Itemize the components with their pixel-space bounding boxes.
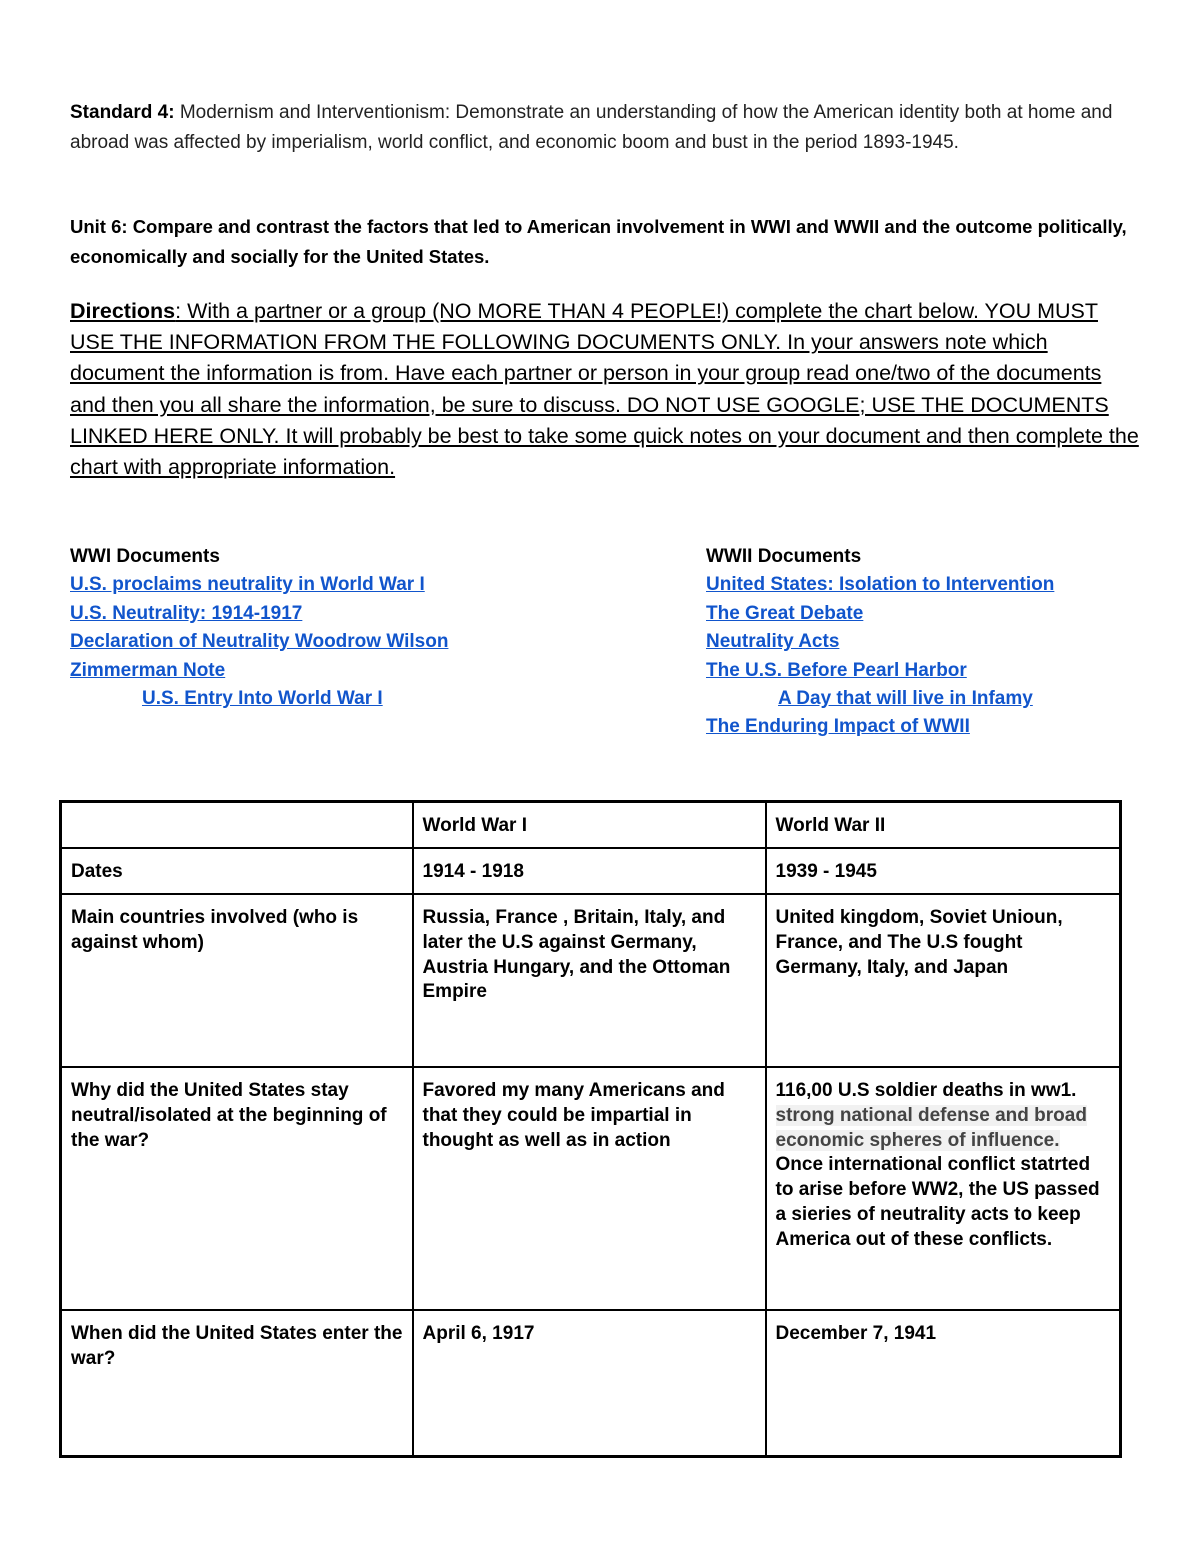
directions-paragraph xyxy=(70,296,1140,483)
row-label: Why did the United States stay neutral/isolated at the beginning of the war? xyxy=(61,1067,413,1310)
table-header-cell xyxy=(61,802,413,849)
wwii-documents-list xyxy=(706,543,1054,742)
ww2-cell: 1939 - 1945 xyxy=(766,848,1121,894)
row-label: Dates xyxy=(61,848,413,894)
wwi-doc-link[interactable]: Declaration of Neutrality Woodrow Wilson xyxy=(70,631,449,653)
row-label: Main countries involved (who is against whom) xyxy=(61,894,413,1067)
ww2-text: 116,00 U.S soldier deaths in ww1. xyxy=(775,1080,1077,1101)
wwii-doc-link[interactable]: A Day that will live in Infamy xyxy=(778,688,1033,710)
wwii-doc-link[interactable]: Neutrality Acts xyxy=(706,631,840,653)
table-header-cell: World War I xyxy=(413,802,766,849)
standard-paragraph xyxy=(70,98,1130,157)
ww2-cell: United kingdom, Soviet Unioun, France, and The U.S fought Germany, Italy, and Japan xyxy=(766,894,1121,1067)
wwi-doc-link[interactable]: U.S. Neutrality: 1914-1917 xyxy=(70,602,303,624)
ww2-text: Once international conflict statrted to arise before WW2, the US passed a sieries of neutrality acts to keep America out of these conflicts. xyxy=(775,1154,1100,1250)
ww2-cell: December 7, 1941 xyxy=(766,1310,1121,1457)
wwii-documents-heading: WWII Documents xyxy=(706,546,862,567)
ww1-cell: Russia, France , Britain, Italy, and later the U.S against Germany, Austria Hungary, and the Ottoman Empire xyxy=(413,894,766,1067)
wwii-doc-link[interactable]: The Enduring Impact of WWII xyxy=(706,716,970,738)
ww2-cell xyxy=(766,1067,1121,1310)
wwi-documents-heading: WWI Documents xyxy=(70,546,220,567)
standard-label: Standard 4: xyxy=(70,102,175,123)
table-row xyxy=(61,1310,1121,1457)
wwii-doc-link[interactable]: The U.S. Before Pearl Harbor xyxy=(706,659,967,681)
directions-text: : With a partner or a group (NO MORE THAN 4 PEOPLE!) complete the chart below. YOU MUST USE THE INFORMATION FROM THE FOLLOWING DOCUMENTS ONLY. In your answers note which document the information is from. Have each partner or person in your group read one/two of the documents and then you all share the information, be sure to discuss. DO NOT USE GOOGLE; USE THE DOCUMENTS LINKED HERE ONLY. It will probably be best to take some quick notes on your document and then complete the chart with appropriate information. xyxy=(70,299,1139,480)
table-row xyxy=(61,848,1121,894)
standard-text: Modernism and Interventionism: Demonstrate an understanding of how the American identity both at home and abroad was affected by imperialism, world conflict, and economic boom and bust in the period 1893-1945. xyxy=(70,102,1113,153)
wwii-doc-link[interactable]: The Great Debate xyxy=(706,602,864,624)
table-header-row xyxy=(61,802,1121,849)
comparison-table xyxy=(59,800,1122,1458)
ww1-cell: Favored my many Americans and that they could be impartial in thought as well as in action xyxy=(413,1067,766,1310)
highlighted-text: strong national defense and broad economic spheres of influence. xyxy=(775,1104,1087,1151)
table-header-cell: World War II xyxy=(766,802,1121,849)
ww1-cell: April 6, 1917 xyxy=(413,1310,766,1457)
wwi-doc-link[interactable]: U.S. proclaims neutrality in World War I xyxy=(70,574,425,596)
wwi-doc-link[interactable]: Zimmerman Note xyxy=(70,659,226,681)
wwii-doc-link[interactable]: United States: Isolation to Intervention xyxy=(706,574,1055,596)
ww1-cell: 1914 - 1918 xyxy=(413,848,766,894)
row-label: When did the United States enter the war? xyxy=(61,1310,413,1457)
table-row xyxy=(61,1067,1121,1310)
directions-label: Directions xyxy=(70,299,176,323)
wwi-doc-link[interactable]: U.S. Entry Into World War I xyxy=(142,688,383,710)
table-row xyxy=(61,894,1121,1067)
wwi-documents-list xyxy=(70,543,448,713)
unit-paragraph: Unit 6: Compare and contrast the factors that led to American involvement in WWI and WWII and the outcome politically, economically and socially for the United States. xyxy=(70,216,1127,267)
